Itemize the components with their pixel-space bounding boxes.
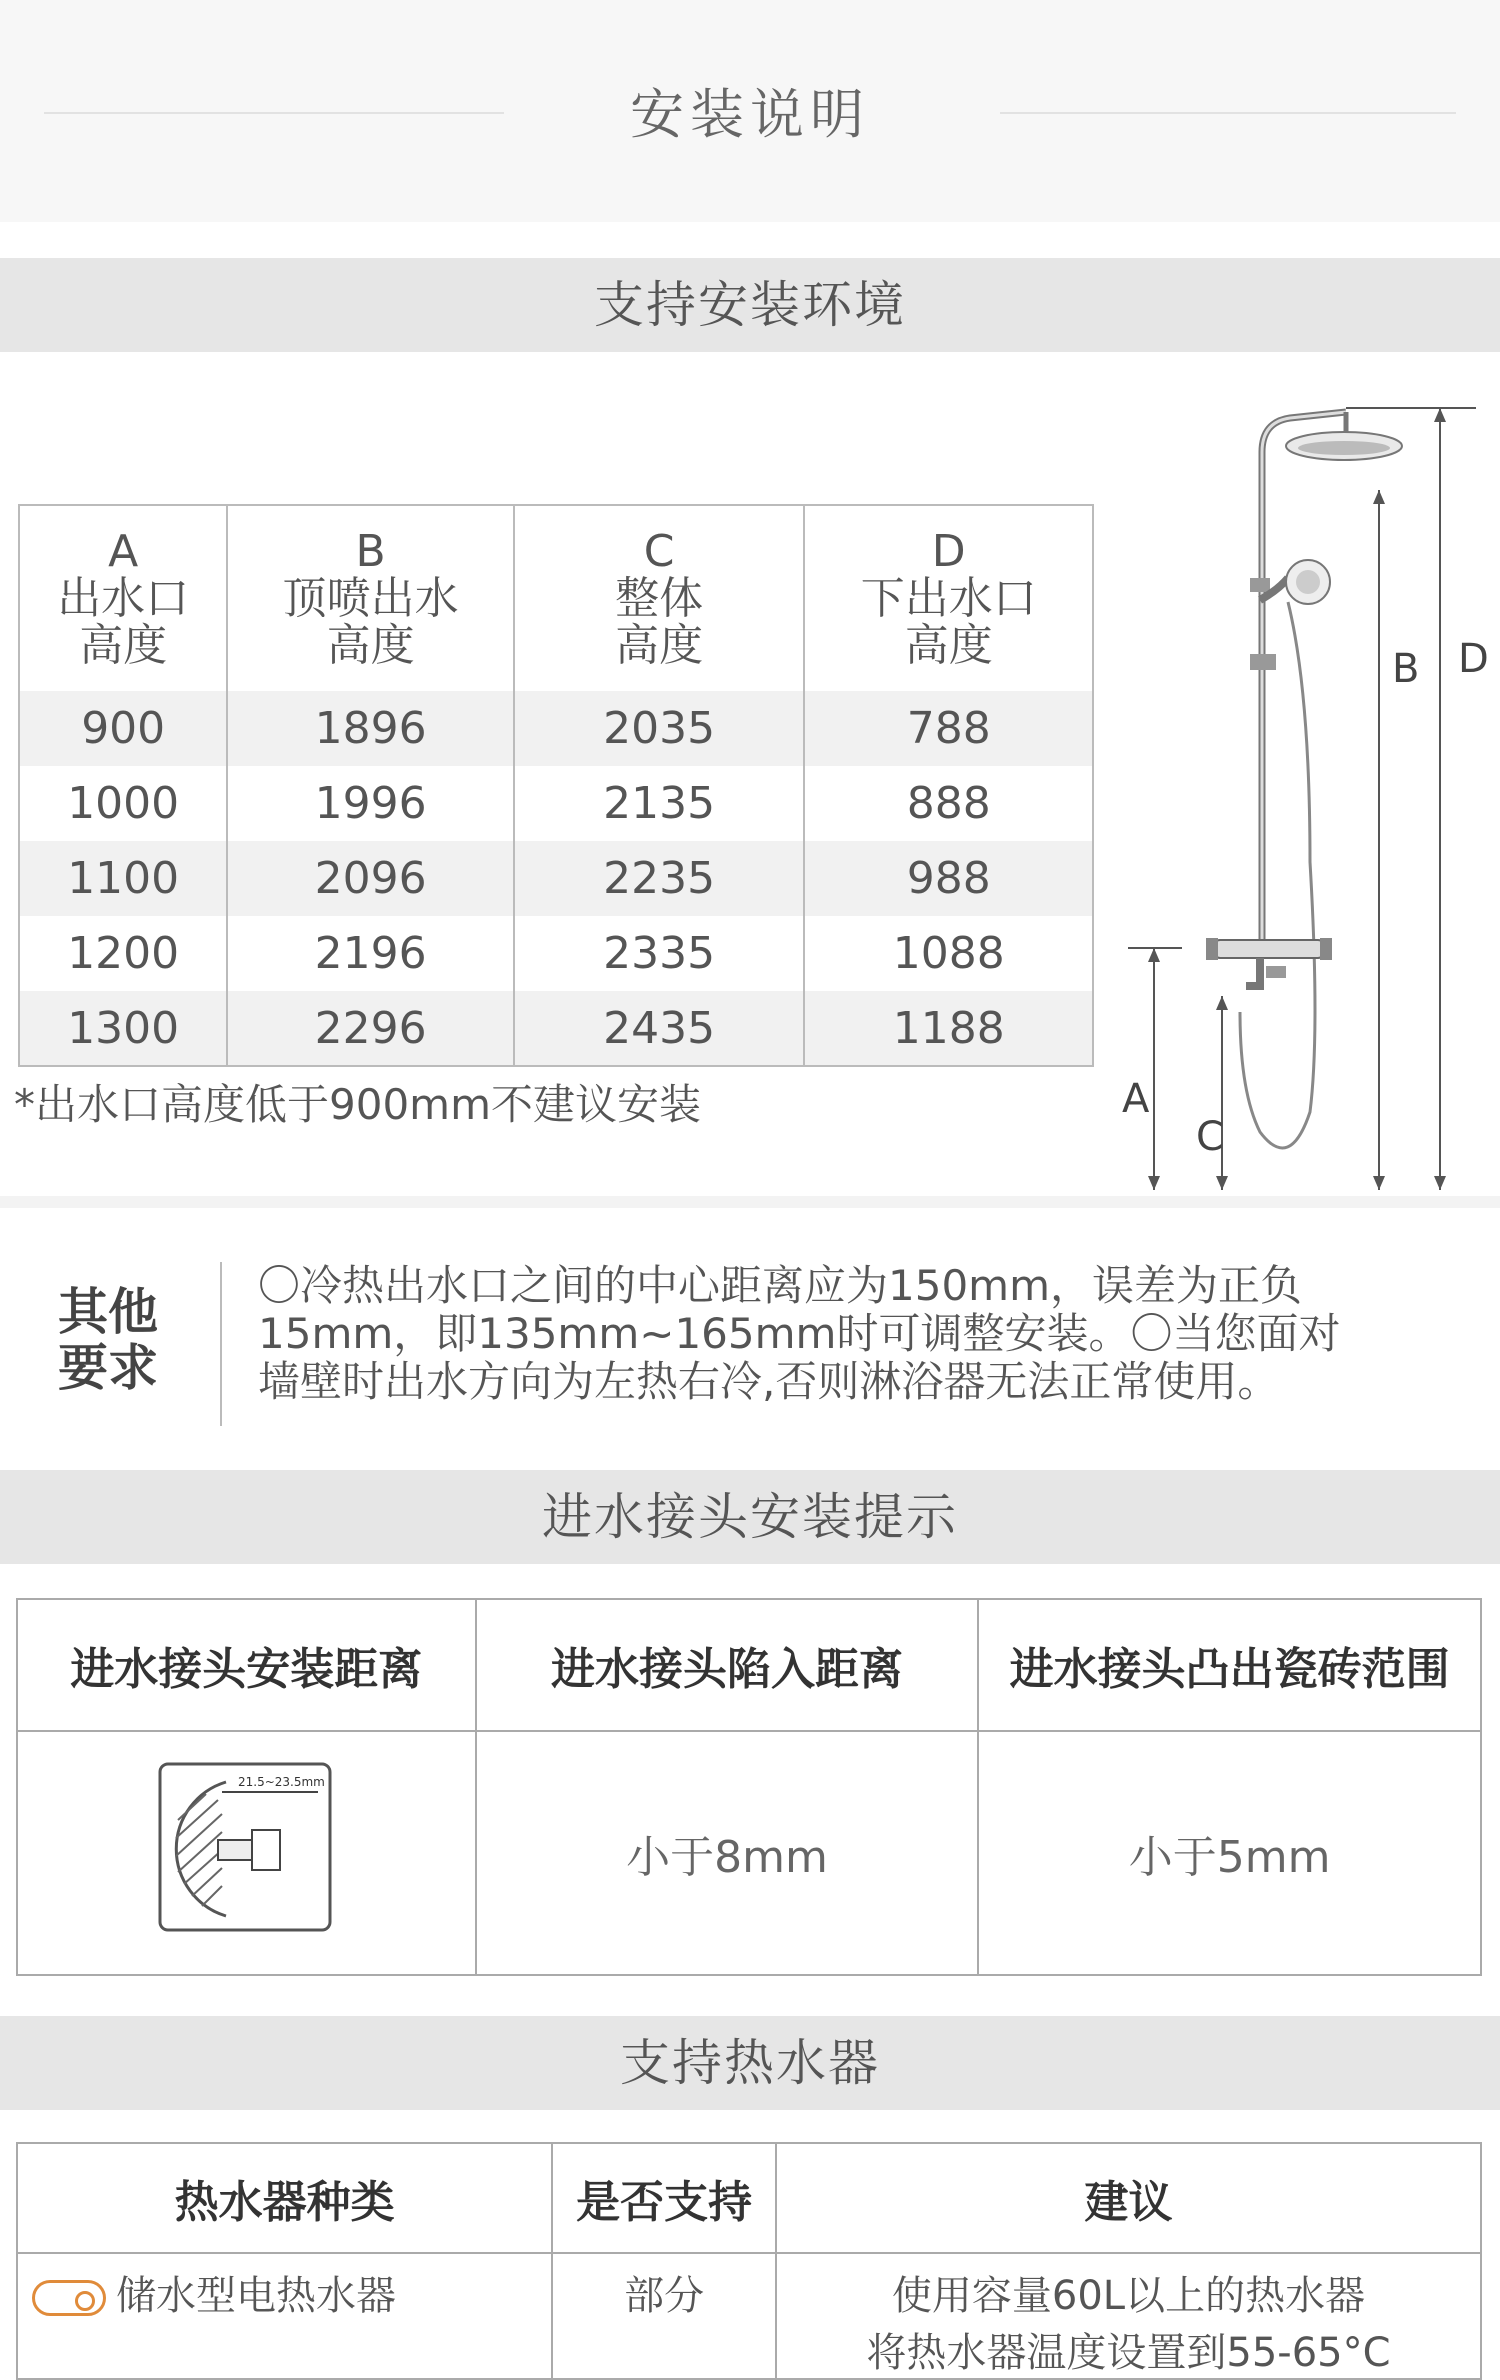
table-row	[17, 2253, 1481, 2379]
section-title-env: 支持安装环境	[0, 258, 1500, 352]
inlet-diagram-cell	[17, 1731, 476, 1975]
dim-label-b: B	[1392, 646, 1420, 692]
shower-diagram	[1110, 392, 1500, 1212]
inlet-table	[16, 1598, 1482, 1976]
header-c: C 整体 高度	[514, 505, 805, 691]
header-d: D 下出水口 高度	[804, 505, 1093, 691]
inlet-dim-text: 21.5~23.5mm	[238, 1774, 326, 1789]
inlet-header-protrusion: 进水接头凸出瓷砖范围	[978, 1599, 1481, 1731]
inlet-protrusion-value: 小于5mm	[978, 1731, 1481, 1975]
inlet-header-depth: 进水接头陷入距离	[476, 1599, 979, 1731]
table-row: 1000 1996 2135 888	[19, 766, 1093, 841]
other-requirements-label: 其他 要求	[58, 1283, 158, 1397]
inlet-depth-value: 小于8mm	[476, 1731, 979, 1975]
inlet-header-distance: 进水接头安装距离	[17, 1599, 476, 1731]
header-divider-right	[1000, 112, 1456, 114]
heater-table	[16, 2142, 1482, 2380]
heater-type-cell	[17, 2253, 552, 2379]
water-heater-icon	[32, 2280, 106, 2316]
other-divider	[220, 1262, 222, 1426]
other-requirements-text: 〇冷热出水口之间的中心距离应为150mm，误差为正负 15mm，即135mm~165mm时可调整安装。〇当您面对 墙壁时出水方向为左热右冷,否则淋浴器无法正常使用。	[258, 1261, 1341, 1406]
section-title-heater: 支持热水器	[0, 2016, 1500, 2110]
table-row: 900 1896 2035 788	[19, 691, 1093, 766]
page-title: 安装说明	[630, 83, 870, 146]
table-row: 1200 2196 2335 1088	[19, 916, 1093, 991]
header-b: B 顶喷出水 高度	[227, 505, 514, 691]
dim-label-c: D	[1458, 636, 1489, 682]
heater-header-advice: 建议	[776, 2143, 1481, 2253]
heater-advice-cell: 使用容量60L以上的热水器 将热水器温度设置到55-65°C	[776, 2253, 1481, 2379]
heater-type-text: 储水型电热水器	[116, 2273, 396, 2319]
dim-label-a: A	[1122, 1076, 1150, 1122]
height-table	[18, 504, 1094, 1067]
table-row: 1300 2296 2435 1188	[19, 991, 1093, 1066]
section-divider	[0, 1196, 1500, 1208]
header-band	[0, 0, 1500, 222]
shower-illustration	[1110, 392, 1500, 1212]
height-table-header	[19, 505, 1093, 691]
table-row: 1100 2096 2235 988	[19, 841, 1093, 916]
header-a: A 出水口 高度	[19, 505, 227, 691]
inlet-section-diagram	[156, 1760, 336, 1936]
dim-label-d: C	[1196, 1114, 1224, 1160]
heater-header-type: 热水器种类	[17, 2143, 552, 2253]
section-title-inlet: 进水接头安装提示	[0, 1470, 1500, 1564]
heater-support-cell: 部分	[552, 2253, 776, 2379]
height-note: *出水口高度低于900mm不建议安装	[14, 1080, 701, 1129]
heater-header-support: 是否支持	[552, 2143, 776, 2253]
